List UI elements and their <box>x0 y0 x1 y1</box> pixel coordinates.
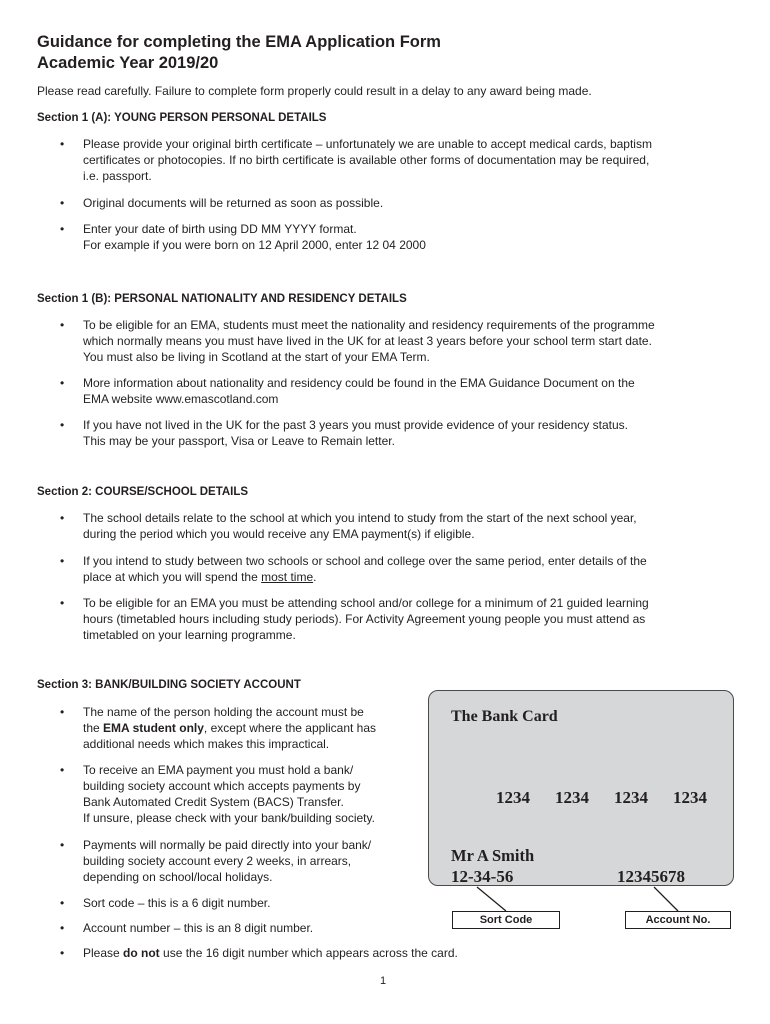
bullet-icon: • <box>60 838 65 852</box>
bullet-icon: • <box>60 418 65 432</box>
bullet-line: depending on school/local holidays. <box>83 870 273 884</box>
bullet-line: certificates or photocopies. If no birth certificate is available other forms of documentation may be required, <box>83 153 650 167</box>
card-sort-code: 12-34-56 <box>451 867 514 886</box>
section-1a-heading: Section 1 (A): YOUNG PERSON PERSONAL DETAILS <box>37 112 327 124</box>
bullet-text: the <box>83 721 104 735</box>
card-number-group: 1234 <box>496 788 530 807</box>
bullet-line: To receive an EMA payment you must hold a bank/ <box>83 763 354 777</box>
bullet-line: If you intend to study between two schools or school and college over the same period, enter details of the <box>83 554 647 568</box>
account-no-connector <box>654 887 678 911</box>
bullet-icon: • <box>60 763 65 777</box>
bullet-icon: • <box>60 705 65 719</box>
bullet-line: For example if you were born on 12 April 2000, enter 12 04 2000 <box>83 238 426 252</box>
bullet-line: building society account every 2 weeks, in arrears, <box>83 854 352 868</box>
bullet-line: More information about nationality and residency could be found in the EMA Guidance Document on the <box>83 376 635 390</box>
bullet-line: Account number – this is an 8 digit number. <box>83 921 314 935</box>
bullet-line: This may be your passport, Visa or Leave to Remain letter. <box>83 434 395 448</box>
bullet-line: Enter your date of birth using DD MM YYYY format. <box>83 222 357 236</box>
bullet-icon: • <box>60 921 65 935</box>
bullet-line: Please provide your original birth certificate – unfortunately we are unable to accept medical cards, baptism <box>83 137 652 151</box>
bullet-icon: • <box>60 137 65 151</box>
bullet-line: hours (timetabled hours including study periods). For Activity Agreement young people you must attend as <box>83 612 646 626</box>
bullet-text: Please <box>83 946 124 960</box>
bullet-icon: • <box>60 376 65 390</box>
underlined-text: most time <box>261 570 314 584</box>
card-account-number: 12345678 <box>617 867 685 886</box>
bold-text: do not <box>123 946 160 960</box>
document-title: Guidance for completing the EMA Application Form <box>37 33 441 51</box>
bullet-line: building society account which accepts payments by <box>83 779 361 793</box>
bullet-line: Sort code – this is a 6 digit number. <box>83 896 271 910</box>
bullet-text: use the 16 digit number which appears across the card. <box>159 946 458 960</box>
card-number-group: 1234 <box>673 788 707 807</box>
bullet-icon: • <box>60 196 65 210</box>
bullet-line: i.e. passport. <box>83 169 152 183</box>
bullet-icon: • <box>60 554 65 568</box>
bullet-icon: • <box>60 896 65 910</box>
bullet-icon: • <box>60 596 65 610</box>
section-2-heading: Section 2: COURSE/SCHOOL DETAILS <box>37 486 249 498</box>
bullet-icon: • <box>60 511 65 525</box>
bullet-line: which normally means you must have lived in the UK for at least 3 years before your school term start date. <box>83 334 652 348</box>
bullet-line: during the period which you would receive any EMA payment(s) if eligible. <box>83 527 475 541</box>
bank-card-title: The Bank Card <box>451 708 558 725</box>
bullet-line: To be eligible for an EMA, students must meet the nationality and residency requirements of the programme <box>83 318 655 332</box>
bullet-text: place at which you will spend the <box>83 570 262 584</box>
bold-text: EMA student only <box>103 721 204 735</box>
bullet-line: Original documents will be returned as soon as possible. <box>83 196 384 210</box>
bullet-line: If unsure, please check with your bank/building society. <box>83 811 375 825</box>
bullet-line: additional needs which makes this impractical. <box>83 737 330 751</box>
section-3-heading: Section 3: BANK/BUILDING SOCIETY ACCOUNT <box>37 679 301 691</box>
bullet-line: timetabled on your learning programme. <box>83 628 296 642</box>
bullet-line: To be eligible for an EMA you must be attending school and/or college for a minimum of 21 guided learning <box>83 596 649 610</box>
bullet-line: Payments will normally be paid directly into your bank/ <box>83 838 372 852</box>
bullet-line: Bank Automated Credit System (BACS) Transfer. <box>83 795 344 809</box>
account-no-label: Account No. <box>625 911 731 929</box>
card-holder-name: Mr A Smith <box>451 846 535 865</box>
card-number-group: 1234 <box>614 788 648 807</box>
bullet-text: . <box>313 570 317 584</box>
bullet-line: EMA website www.emascotland.com <box>83 392 279 406</box>
bullet-icon: • <box>60 946 65 960</box>
bullet-line: The name of the person holding the account must be <box>83 705 364 719</box>
bullet-icon: • <box>60 318 65 332</box>
bullet-line: The school details relate to the school at which you intend to study from the start of the next school year, <box>83 511 637 525</box>
bullet-line: You must also be living in Scotland at the start of your EMA Term. <box>83 350 430 364</box>
card-number-group: 1234 <box>555 788 589 807</box>
sort-code-connector <box>477 887 506 911</box>
document-subtitle: Academic Year 2019/20 <box>37 54 219 72</box>
sort-code-label: Sort Code <box>452 911 560 929</box>
section-1b-heading: Section 1 (B): PERSONAL NATIONALITY AND RESIDENCY DETAILS <box>37 293 407 305</box>
bullet-line: If you have not lived in the UK for the past 3 years you must provide evidence of your residency status. <box>83 418 628 432</box>
bullet-text: , except where the applicant has <box>203 721 377 735</box>
bullet-icon: • <box>60 222 65 236</box>
intro-text: Please read carefully. Failure to complete form properly could result in a delay to any award being made. <box>37 84 592 98</box>
page-number: 1 <box>380 975 387 987</box>
